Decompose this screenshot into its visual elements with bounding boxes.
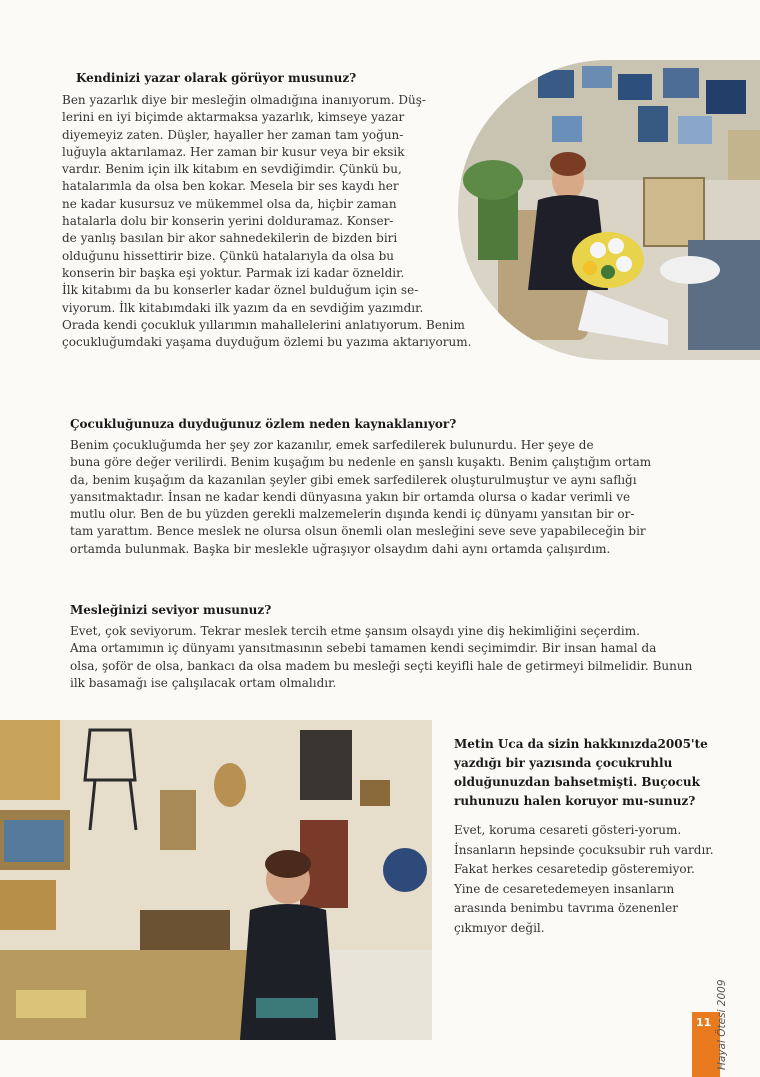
answer-1-line: hatalarla dolu bir konserin yerini dolduramaz. Konser- [62,214,394,229]
sidebar-question-line: sunuz? [648,794,696,808]
photo-woman-in-office [0,720,432,1040]
magazine-footer: Hayal Ötesi 2009 [716,979,728,1070]
sidebar-answer-line: edip gösteremiyor. Yine de cesaret [454,862,695,896]
answer-1-line: olduğunu hissettirir bize. Çünkü hatalarıyla da olsa bu [62,248,395,263]
sidebar-answer-line: bir ruh vardır. Fakat herkes cesaret [454,842,714,876]
answer-1 [62,92,502,351]
sidebar-question-line: 2005'te yazdığı bir yazısında çocuk [454,737,708,770]
photo-woman-with-flowers [458,60,760,360]
answer-1-line: Orada kendi çocukluk yıllarımın mahallelerini anlatıyorum. Benim [62,317,465,332]
answer-2-line: ortamda bulunmak. Başka bir meslekle uğraşıyor olsaydım dahi aynı ortamda çalışırdım. [70,541,611,556]
answer-2-line: yansıtmaktadır. İnsan ne kadar kendi dünyasına yakın bir ortamda olursa o kadar verimli ve [70,489,631,504]
answer-1-line: lerini en iyi biçimde aktarmaksa yazarlık, kimseye yazar [62,110,405,125]
answer-1-line: de yanlış basılan bir akor sahnedekilerin de bizden biri [62,231,398,246]
answer-1-line: İlk kitabımı da bu konserler kadar öznel bulduğum için se- [62,283,419,298]
sidebar-question [454,735,720,811]
answer-1-line: diyemeyiz zaten. Düşler, hayaller her zaman tam yoğun- [62,127,404,142]
answer-3 [70,623,720,692]
answer-3-line: ilk basamağı ise çalışılacak ortam olmalıdır. [70,675,337,690]
answer-2-line: tam yarattım. Bence meslek ne olursa olsun önemli olan mesleğini seve seve yapabileceğin bir [70,524,646,539]
sidebar-question-line: ruhlu olduğunuzdan bahsetmişti. Bu [454,756,673,789]
sidebar-answer-line: yorum. İnsanların hepsinde çocuksu [454,823,682,857]
sidebar-question-line: Metin Uca da sizin hakkınızda [454,737,658,751]
sidebar-answer [454,821,720,938]
question-2: Çocukluğunuza duyduğunuz özlem neden kaynaklanıyor? [70,417,457,431]
answer-1-line: konserin bir başka eşi yoktur. Parmak izi kadar özneldir. [62,265,405,280]
sidebar-answer-line: Evet, koruma cesareti gösteri- [454,823,639,837]
answer-3-line: olsa, şoför de olsa, bankacı da olsa madem bu mesleği seçti keyifli hale de getirmeyi bilmelidir. Bunun [70,658,693,673]
answer-1-line: ne kadar kusursuz ve mükemmel olsa da, hiçbir zaman [62,196,397,211]
sidebar-question-line: çocuk ruhunuzu halen koruyor mu- [454,775,700,808]
answer-1-line: çocukluğumdaki yaşama duyduğum özlemi bu yazıma aktarıyorum. [62,335,472,350]
answer-1-line: hatalarımla da olsa ben kokar. Mesela bir ses kaydı her [62,179,399,194]
answer-1-line: Ben yazarlık diye bir mesleğin olmadığına inanıyorum. Düş- [62,93,426,107]
answer-2 [70,437,720,558]
answer-2-line: Benim çocukluğumda her şey zor kazanılır, emek sarfedilerek bulunurdu. Her şeye de [70,438,594,452]
answer-2-line: mutlu olur. Ben de bu yüzden gerekli malzemelerin dışında kendi iç dünyamı yansıtan bir or- [70,507,635,522]
answer-3-line: Evet, çok seviyorum. Tekrar meslek tercih etme şansım olsaydı yine diş hekimliğini seçerdim. [70,624,640,638]
answer-3-line: Ama ortamımın iç dünyamı yansıtmasının sebebi tamamen kendi seçimimdir. Bir insan hamal da [70,641,657,656]
question-1: Kendinizi yazar olarak görüyor musunuz? [76,71,357,85]
sidebar-answer-line: bu tavrıma özenenler çıkmıyor değil. [454,901,678,935]
sidebar-answer-line: edemeyen insanların arasında benim [454,881,675,915]
answer-2-line: da, benim kuşağım da kazanılan şeyler gibi emek sarfedilerek oluşturulmuştur ve aynı saflığı [70,472,637,487]
answer-1-line: viyorum. İlk kitabımdaki ilk yazım da en sevdiğim yazımdır. [62,300,424,315]
answer-2-line: buna göre değer verilirdi. Benim kuşağım bu nedenle en şanslı kuşaktı. Benim çalıştığım ortam [70,455,652,470]
question-3: Mesleğinizi seviyor musunuz? [70,603,272,617]
answer-1-line: vardır. Benim için ilk kitabım en sevdiğimdir. Çünkü bu, [62,162,402,177]
answer-1-line: luğuyla aktarılamaz. Her zaman bir kusur veya bir eksik [62,144,405,159]
sidebar-interview [454,735,720,938]
page-number: 11 [696,1016,712,1029]
